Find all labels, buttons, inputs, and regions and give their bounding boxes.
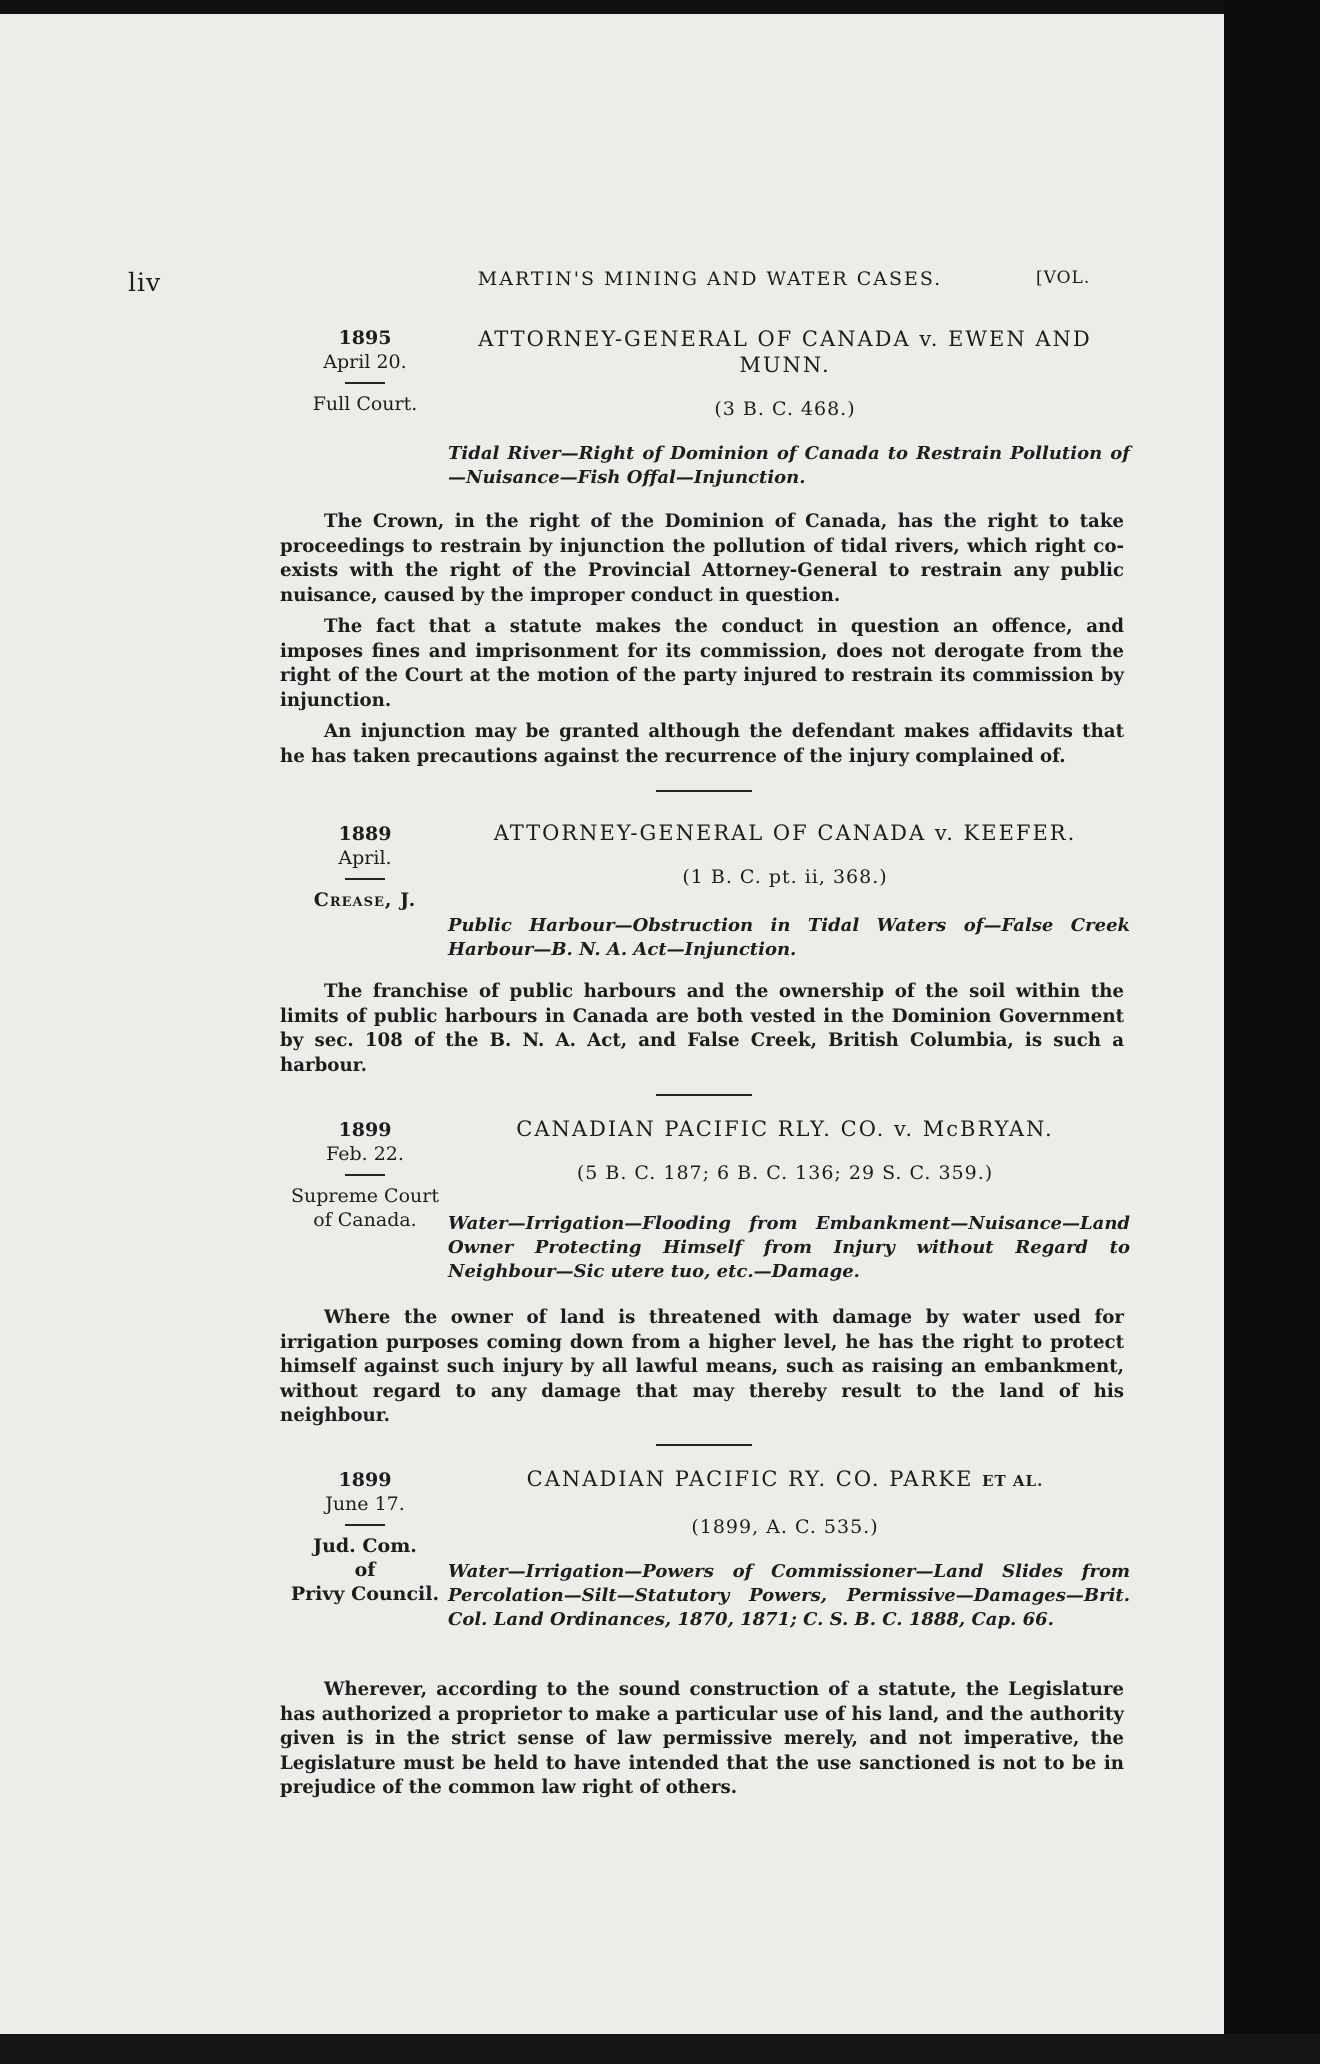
margin-rule <box>345 1524 385 1526</box>
case-title <box>440 1466 1130 1494</box>
case-court-line: Privy Council. <box>290 1583 440 1605</box>
case-title: ATTORNEY-GENERAL OF CANADA v. EWEN AND MUNN. <box>478 327 1092 377</box>
case-date: Feb. 22. <box>326 1143 404 1165</box>
case-citation: (1 B. C. pt. ii, 368.) <box>682 866 888 888</box>
case-headnote: Tidal River—Right of Dominion of Canada to Restrain Pollution of—Nuisance—Fish Offal—Injunction. <box>448 443 1130 488</box>
scan-top-border <box>0 0 1320 14</box>
case-citation: (3 B. C. 468.) <box>714 398 856 420</box>
case-headnote: Water—Irrigation—Flooding from Embankment—Nuisance—Land Owner Protecting Himself from Injury without Regard to Neighbour—Sic utere tuo, etc.—Damage. <box>448 1213 1130 1282</box>
case-court: Full Court. <box>312 393 418 415</box>
case-court-line: of Canada. <box>313 1209 417 1231</box>
volume-marker: [VOL. <box>1036 268 1091 288</box>
page-number: liv <box>128 268 162 297</box>
case-title-suffix: ET AL. <box>982 1472 1044 1490</box>
case-court-line: of <box>354 1559 376 1581</box>
section-divider <box>656 1094 752 1096</box>
case-year: 1895 <box>338 327 392 349</box>
case-margin-note <box>280 1118 450 1232</box>
case-title: CANADIAN PACIFIC RLY. CO. v. McBRYAN. <box>516 1117 1054 1141</box>
case-court: Crease, J. <box>313 889 417 911</box>
case-body <box>280 1306 1124 1436</box>
margin-rule <box>345 382 385 384</box>
case-date: April. <box>338 847 392 869</box>
case-year: 1889 <box>338 823 392 845</box>
scan-right-border <box>1224 0 1320 2064</box>
running-title: MARTIN'S MINING AND WATER CASES. <box>477 268 943 290</box>
body-paragraph: An injunction may be granted although the defendant makes affidavits that he has taken precautions against the recurrence of the injury complained of. <box>280 721 1124 767</box>
case-court-line: Supreme Court <box>291 1185 439 1207</box>
case-margin-note <box>280 822 450 912</box>
case-headnote: Water—Irrigation—Powers of Commissioner—Land Slides from Percolation—Silt—Statutory Powers, Permissive—Damages—Brit. Col. Land Ordinances, 1870, 1871; C. S. B. C. 1888, Cap. 66. <box>448 1561 1130 1630</box>
section-divider <box>656 1444 752 1446</box>
case-year: 1899 <box>338 1119 392 1141</box>
case-body <box>280 1678 1124 1808</box>
body-paragraph: Where the owner of land is threatened with damage by water used for irrigation purposes coming down from a higher level, he has the right to protect himself against such injury by all lawful means, such as raising an embankment, without regard to any damage that may thereby result to the land of his neighbour. <box>280 1307 1124 1426</box>
case-body <box>280 980 1124 1085</box>
scan-bottom-border <box>0 2034 1320 2064</box>
case-year: 1899 <box>338 1469 392 1491</box>
case-court-line: Jud. Com. <box>313 1535 417 1557</box>
margin-rule <box>345 878 385 880</box>
case-margin-note <box>280 326 450 416</box>
case-title-main: CANADIAN PACIFIC RY. CO. PARKE <box>526 1467 974 1491</box>
case-body <box>280 510 1124 776</box>
margin-rule <box>345 1174 385 1176</box>
case-date: April 20. <box>323 351 407 373</box>
case-title: ATTORNEY-GENERAL OF CANADA v. KEEFER. <box>493 821 1077 845</box>
body-paragraph: The Crown, in the right of the Dominion of Canada, has the right to take proceedings to restrain by injunction the pollution of tidal rivers, which right co-exists with the right of the Provincial Attorney-General to restrain any public nuisance, caused by the improper conduct in question. <box>280 511 1124 606</box>
case-headnote: Public Harbour—Obstruction in Tidal Waters of—False Creek Harbour—B. N. A. Act—Injunction. <box>448 915 1130 960</box>
body-paragraph: The franchise of public harbours and the ownership of the soil within the limits of public harbours in Canada are both vested in the Dominion Government by sec. 108 of the B. N. A. Act, and False Creek, British Columbia, is such a harbour. <box>280 981 1124 1076</box>
body-paragraph: Wherever, according to the sound construction of a statute, the Legislature has authorized a proprietor to make a particular use of his land, and the authority given is in the strict sense of law permissive merely, and not imperative, the Legislature must be held to have intended that the use sanctioned is not to be in prejudice of the common law right of others. <box>280 1679 1124 1798</box>
case-date: June 17. <box>325 1493 405 1515</box>
case-citation: (1899, A. C. 535.) <box>691 1516 879 1538</box>
case-margin-note <box>280 1468 450 1606</box>
section-divider <box>656 790 752 792</box>
body-paragraph: The fact that a statute makes the conduct in question an offence, and imposes fines and imprisonment for its commission, does not derogate from the right of the Court at the motion of the party injured to restrain its commission by injunction. <box>280 616 1124 711</box>
case-citation: (5 B. C. 187; 6 B. C. 136; 29 S. C. 359.) <box>576 1162 994 1184</box>
